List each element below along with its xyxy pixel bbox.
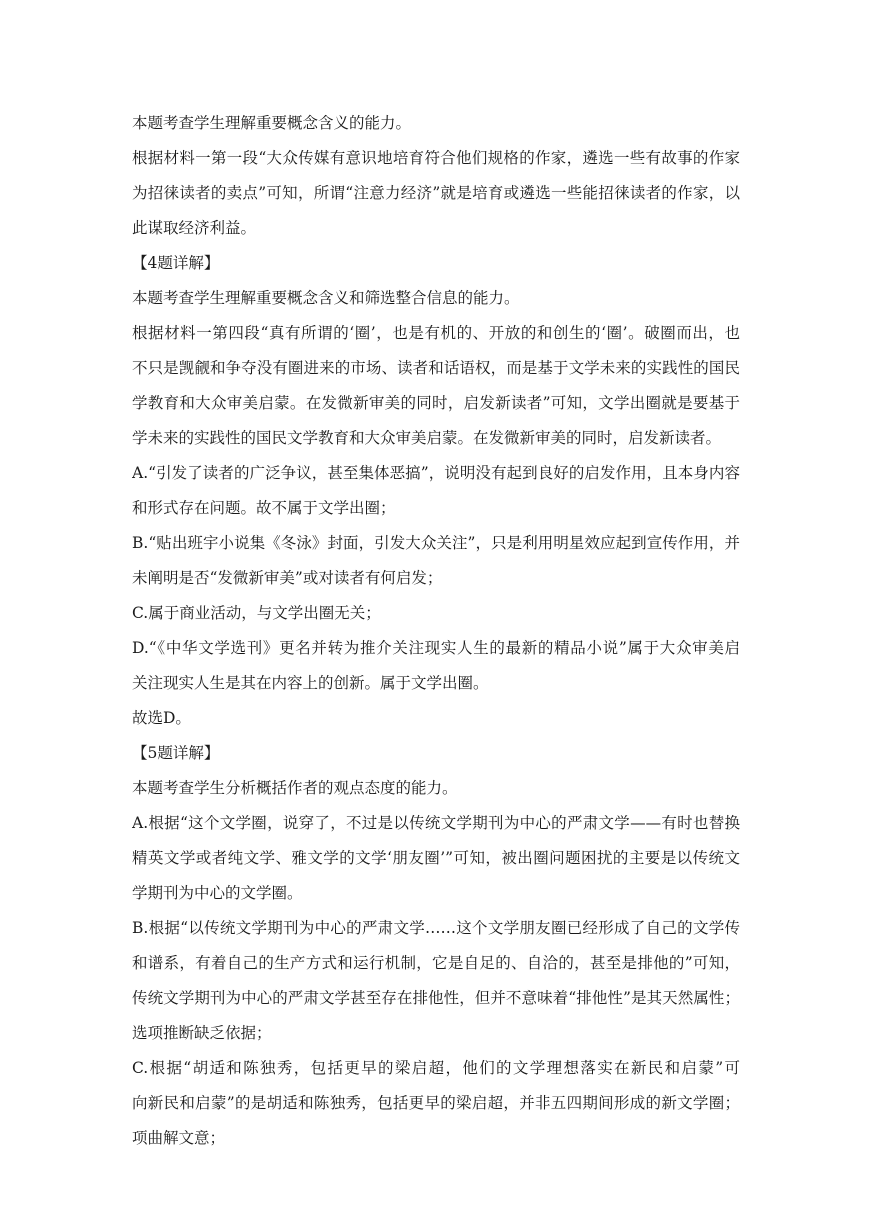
paragraph (132, 809, 740, 907)
text-line: 根据材料一第四段“真有所谓的‘圈’，也是有机的、开放的和创生的‘圈’。破圈而出，也 (132, 324, 740, 342)
text-line: 根据材料一第一段“大众传媒有意识地培育符合他们规格的作家，遴选一些有故事的作家 (132, 149, 740, 167)
text-line: C.属于商业活动，与文学出圈无关； (132, 604, 381, 622)
text-line: 本题考查学生理解重要概念含义的能力。 (132, 114, 412, 132)
paragraph (132, 1054, 740, 1152)
text-line: 选项推断缺乏依据； (132, 1024, 272, 1042)
text-line: 此谋取经济利益。 (132, 219, 257, 237)
text-line: 【4题详解】 (132, 254, 220, 272)
text-line: C.根据“胡适和陈独秀，包括更早的梁启超，他们的文学理想落实在新民和启蒙”可 (132, 1059, 740, 1077)
text-line: 传统文学期刊为中心的严肃文学甚至存在排他性，但并不意味着“排他性”是其天然属性； (132, 989, 740, 1007)
paragraph (132, 529, 740, 592)
paragraph (132, 284, 740, 312)
paragraph (132, 144, 740, 242)
document-body (132, 109, 740, 1159)
text-line: 项曲解文意； (132, 1129, 226, 1147)
text-line: 不只是觊觎和争夺没有圈进来的市场、读者和话语权，而是基于文学未来的实践性的国民 (132, 359, 740, 377)
text-line: 本题考查学生理解重要概念含义和筛选整合信息的能力。 (132, 289, 520, 307)
text-line: 学期刊为中心的文学圈。 (132, 884, 303, 902)
text-line: 关注现实人生是其在内容上的创新。属于文学出圈。 (132, 674, 489, 692)
paragraph (132, 249, 740, 277)
paragraph (132, 634, 740, 697)
text-line: A.根据“这个文学圈，说穿了，不过是以传统文学期刊为中心的严肃文学——有时也替换 (132, 814, 740, 832)
text-line: B.“贴出班宇小说集《冬泳》封面，引发大众关注”，只是利用明星效应起到宣传作用，并 (132, 534, 740, 552)
paragraph (132, 704, 740, 732)
paragraph (132, 914, 740, 1047)
text-line: D.“《中华文学选刊》更名并转为推介关注现实人生的最新的精品小说”属于大众审美启 (132, 639, 740, 657)
text-line: 和谱系，有着自己的生产方式和运行机制，它是自足的、自洽的，甚至是排他的”可知， (132, 954, 740, 972)
text-line: 故选D。 (132, 709, 191, 727)
text-line: 和形式存在问题。故不属于文学出圈； (132, 499, 396, 517)
text-line: 【5题详解】 (132, 744, 220, 762)
text-line: 学未来的实践性的国民文学教育和大众审美启蒙。在发微新审美的同时，启发新读者。 (132, 429, 722, 447)
text-line: A.“引发了读者的广泛争议，甚至集体恶搞”，说明没有起到良好的启发作用，且本身内容 (132, 464, 740, 482)
paragraph (132, 599, 740, 627)
paragraph (132, 319, 740, 452)
paragraph (132, 109, 740, 137)
text-line: 向新民和启蒙”的是胡适和陈独秀，包括更早的梁启超，并非五四期间形成的新文学圈； (132, 1094, 740, 1112)
text-line: B.根据“以传统文学期刊为中心的严肃文学……这个文学朋友圈已经形成了自己的文学传 (132, 919, 740, 937)
text-line: 精英文学或者纯文学、雅文学的文学‘朋友圈’”可知，被出圈问题困扰的主要是以传统文 (132, 849, 740, 867)
text-line: 本题考查学生分析概括作者的观点态度的能力。 (132, 779, 458, 797)
paragraph (132, 739, 740, 767)
text-line: 为招徕读者的卖点”可知，所谓“注意力经济”就是培育或遴选一些能招徕读者的作家，以 (132, 184, 740, 202)
paragraph (132, 774, 740, 802)
text-line: 未阐明是否“发微新审美”或对读者有何启发； (132, 569, 443, 587)
paragraph (132, 459, 740, 522)
text-line: 学教育和大众审美启蒙。在发微新审美的同时，启发新读者”可知，文学出圈就是要基于 (132, 394, 740, 412)
